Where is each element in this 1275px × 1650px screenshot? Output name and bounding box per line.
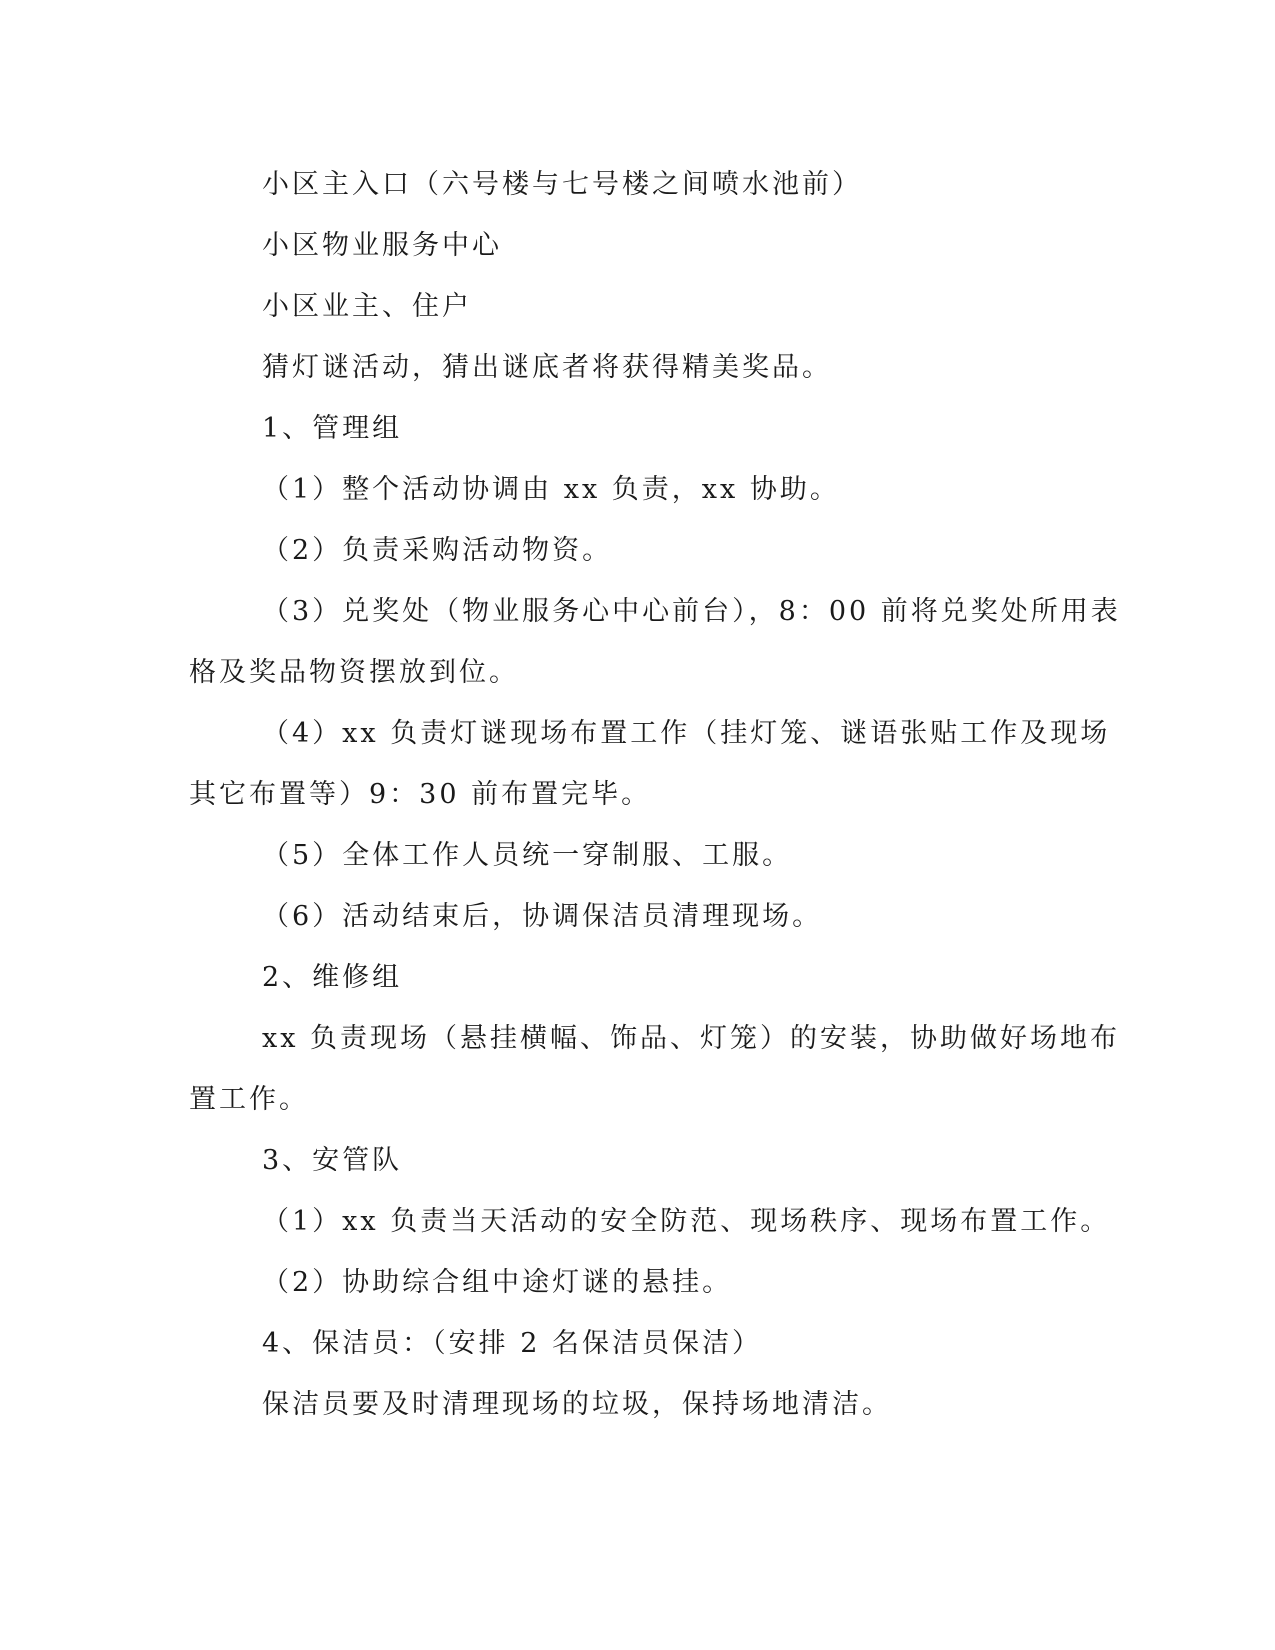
audience-line: 小区业主、住户 (262, 291, 472, 322)
section-heading-security: 3、安管队 (262, 1145, 403, 1176)
maintenance-text-cont: 置工作。 (189, 1084, 309, 1115)
management-item-4: （4）xx 负责灯谜现场布置工作（挂灯笼、谜语张贴工作及现场 (262, 718, 1111, 749)
management-item-2: （2）负责采购活动物资。 (262, 535, 613, 566)
management-item-3-cont: 格及奖品物资摆放到位。 (189, 657, 519, 688)
section-heading-maintenance: 2、维修组 (262, 962, 403, 993)
security-item-1: （1）xx 负责当天活动的安全防范、现场秩序、现场布置工作。 (262, 1206, 1111, 1237)
security-item-2: （2）协助综合组中途灯谜的悬挂。 (262, 1267, 733, 1298)
activity-line: 猜灯谜活动，猜出谜底者将获得精美奖品。 (262, 352, 832, 383)
venue-line: 小区主入口（六号楼与七号楼之间喷水池前） (262, 169, 862, 200)
management-item-5: （5）全体工作人员统一穿制服、工服。 (262, 840, 793, 871)
management-item-4-cont: 其它布置等）9：30 前布置完毕。 (189, 779, 652, 810)
organizer-line: 小区物业服务中心 (262, 230, 502, 261)
management-item-3: （3）兑奖处（物业服务心中心前台），8：00 前将兑奖处所用表 (262, 596, 1121, 627)
management-item-1: （1）整个活动协调由 xx 负责，xx 协助。 (262, 474, 840, 505)
cleaning-text: 保洁员要及时清理现场的垃圾，保持场地清洁。 (262, 1389, 892, 1420)
management-item-6: （6）活动结束后，协调保洁员清理现场。 (262, 901, 823, 932)
section-heading-management: 1、管理组 (262, 413, 403, 444)
section-heading-cleaning: 4、保洁员：（安排 2 名保洁员保洁） (262, 1328, 763, 1359)
maintenance-text: xx 负责现场（悬挂横幅、饰品、灯笼）的安装，协助做好场地布 (262, 1023, 1121, 1054)
